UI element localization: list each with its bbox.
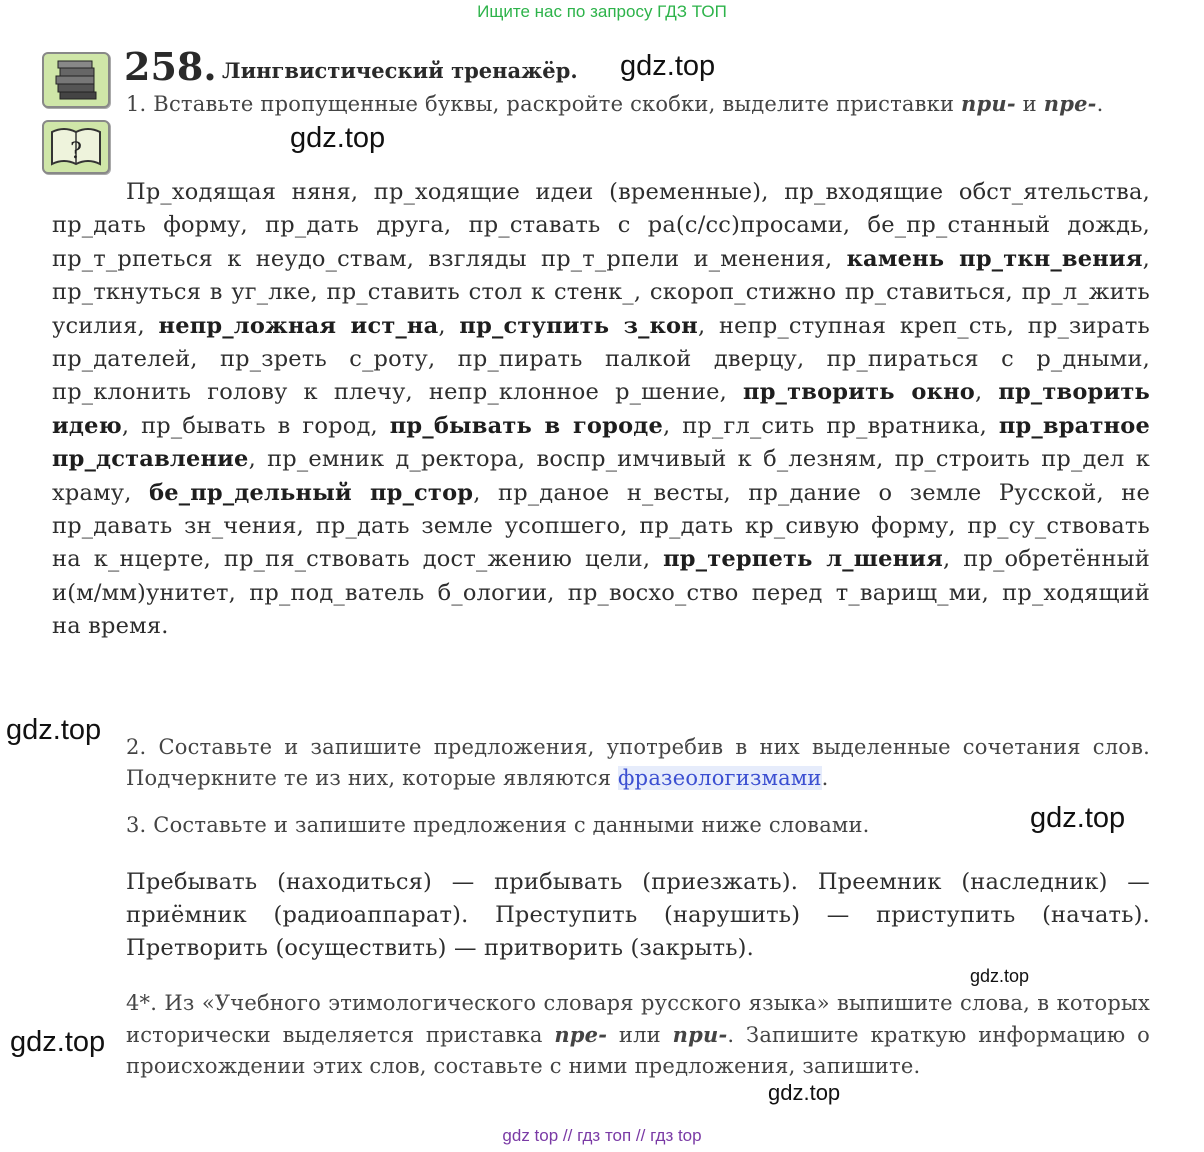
task-4 xyxy=(126,988,1150,1082)
task-2-text: 2. Составьте и запишите предложения, употребив в них выделенные сочетания слов. Подчеркните те из них, которые являются xyxy=(126,735,1150,790)
prefix-pre: пре- xyxy=(554,1022,608,1047)
text-segment: Пр_ходящая няня, пр_ходящие идеи (временные), пр_входящие обст_ятельства, пр_дать форму, пр_дать друга, пр_ставать с ра(с/сс)просами, бе_пр_станный дождь, пр_т_рпеться к неудо_ствам, взгляды пр_т_рпели и_менения, xyxy=(52,179,1150,272)
watermark: gdz.top xyxy=(768,1080,841,1105)
watermark: gdz.top xyxy=(290,122,386,154)
top-banner[interactable]: Ищите нас по запросу ГДЗ ТОП xyxy=(477,2,727,21)
text-segment: , пр_даное н_весты, пр_дание о земле Русской, не пр_давать зн_чения, пр_дать земле усопшего, пр_дать кр_сивую форму, пр_су_ствовать на к_нцерте, пр_пя_ствовать дост_жению цели, xyxy=(52,479,1150,573)
text-segment: , пр_обретённый и(м/мм)унитет, пр_под_ватель б_ологии, пр_восхо_ство перед т_варищ_ми, пр_ходящий на время. xyxy=(52,546,1150,640)
task-3 xyxy=(126,810,1026,841)
watermark: gdz.top xyxy=(6,714,102,746)
task-2 xyxy=(126,732,1150,794)
task-1 xyxy=(126,88,1150,120)
books-icon xyxy=(42,52,110,108)
text-segment: , пр_ткнуться в уг_лке, пр_ставить стол к стенк_, скороп_стижно пр_ставиться, пр_л_жить усилия, xyxy=(52,245,1151,339)
period: . xyxy=(1096,92,1104,116)
task-4-text: 4*. Из «Учебного этимологического словаря русского языка» выпишите слова, в которых исторически выделяется приставка xyxy=(126,991,1150,1047)
and-text: и xyxy=(1015,92,1044,116)
watermark: gdz.top xyxy=(1030,802,1126,834)
task-4-text-end: . Запишите краткую информацию о происхождении этих слов, составьте с ними предложения, запишите. xyxy=(126,1023,1150,1078)
phraseology-link[interactable]: фразеологизмами xyxy=(618,766,822,790)
highlighted-phrase: камень пр_ткн_вения xyxy=(846,245,1143,272)
highlighted-phrase: непр_ложная ист_на xyxy=(158,312,439,339)
text-segment: , пр_бывать в город, xyxy=(121,412,390,439)
word-pairs xyxy=(126,866,1150,965)
exercise-number: 258. xyxy=(124,44,217,89)
text-segment: , пр_емник д_ректора, воспр_имчивый к б_лезням, пр_строить пр_дел к храму, xyxy=(52,446,1150,506)
svg-text:?: ? xyxy=(70,139,82,164)
word-pairs-text: Пребывать (находиться) — прибывать (приезжать). Преемник (наследник) — приёмник (радиоаппарат). Преступить (нарушить) — приступить (начать). Претворить (осуществить) — притворить (закрыть). xyxy=(126,869,1150,961)
highlighted-phrase: пр_бывать в городе xyxy=(389,412,663,439)
highlighted-phrase: пр_творить окно xyxy=(743,379,975,406)
text-segment: , пр_гл_сить пр_вратника, xyxy=(663,412,999,439)
text-segment: , непр_ступная креп_сть, пр_зирать пр_дателей, пр_зреть с_роту, пр_пирать палкой дверцу, пр_пираться с р_дными, пр_клонить голову к плечу, непр_клонное р_шение, xyxy=(52,312,1150,406)
prefix-pre: пре- xyxy=(1043,91,1097,116)
highlighted-phrase: бе_пр_дельный пр_стор xyxy=(149,479,474,506)
watermark: gdz.top xyxy=(10,1026,106,1058)
exercise-title: Лингвистический тренажёр. xyxy=(222,58,578,83)
footer-links[interactable]: gdz top // гдз топ // гдз top xyxy=(502,1126,702,1145)
highlighted-phrase: пр_ступить з_кон xyxy=(459,312,698,339)
exercise-text xyxy=(52,176,1150,644)
task-2-end: . xyxy=(821,766,829,790)
highlighted-phrase: пр_творить идею xyxy=(52,379,1150,439)
watermark: gdz.top xyxy=(970,966,1030,986)
task-1-text: 1. Вставьте пропущенные буквы, раскройте скобки, выделите приставки xyxy=(126,92,955,116)
text-segment: , xyxy=(974,379,999,406)
or-text: или xyxy=(607,1023,673,1047)
watermark: gdz.top xyxy=(620,50,716,82)
highlighted-phrase: пр_терпеть л_шения xyxy=(663,546,943,573)
task-3-text: 3. Составьте и запишите предложения с данными ниже словами. xyxy=(126,813,870,837)
question-book-icon xyxy=(42,120,110,174)
text-segment: , xyxy=(438,312,460,339)
prefix-pri: при- xyxy=(672,1022,728,1047)
prefix-pri: при- xyxy=(961,91,1016,116)
highlighted-phrase: пр_вратное пр_дставление xyxy=(52,412,1150,473)
